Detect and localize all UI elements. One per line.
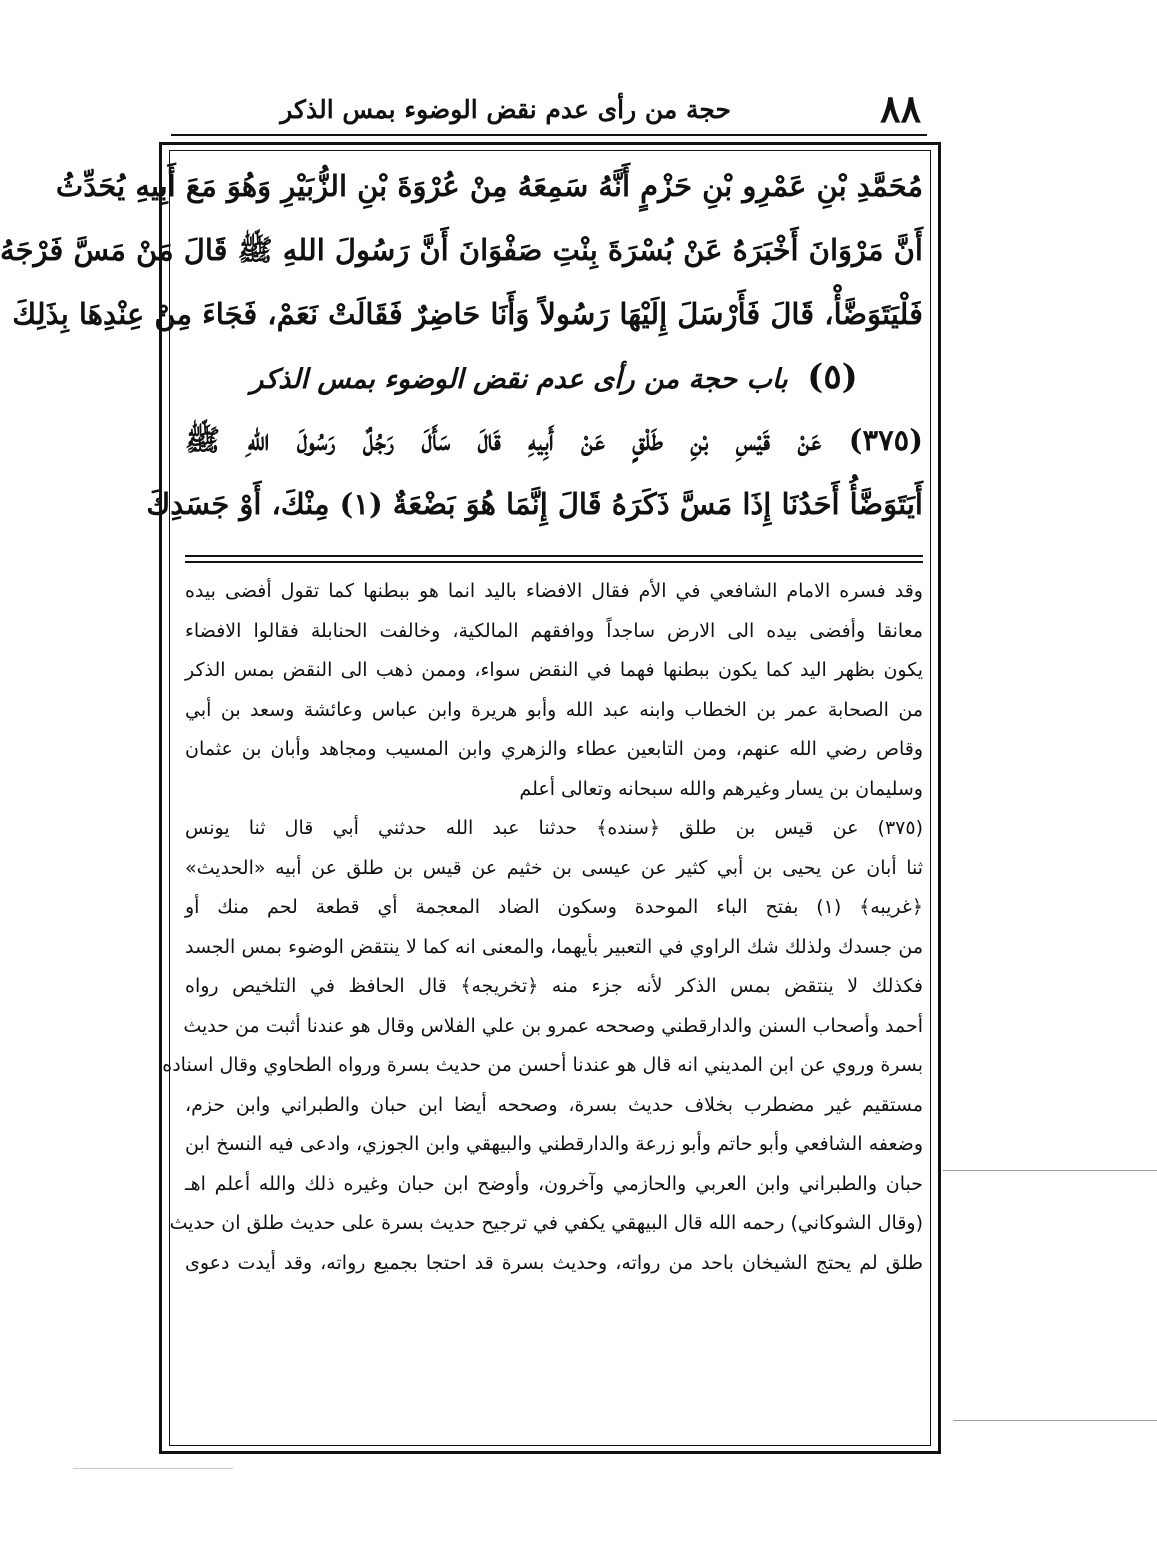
chapter-title: باب حجة من رأى عدم نقض الوضوء بمس الذكر — [250, 364, 788, 395]
commentary-line: فكذلك لا ينتقض بمس الذكر لأنه جزء منه ﴿تخريجه﴾ قال الحافظ في التلخيص رواه — [185, 975, 923, 997]
chapter-heading — [185, 346, 923, 408]
commentary-line: (وقال الشوكاني) رحمه الله قال البيهقي يكفي في ترجيح حديث بسرة على حديث طلق ان حديث — [169, 1212, 923, 1234]
commentary-line: وضعفه الشافعي وأبو حاتم وأبو زرعة والدارقطني والبيهقي وابن الجوزي، وادعى فيه النسخ ابن — [185, 1133, 923, 1155]
matn-line: مُحَمَّدِ بْنِ عَمْرِو بْنِ حَزْمٍ أَنَّهُ سَمِعَهُ مِنْ عُرْوَةَ بْنِ الزُّبَيْرِ وَهُوَ مَعَ أَبِيهِ يُحَدِّثُ — [55, 169, 923, 203]
commentary-line: حبان والطبراني وابن العربي والحازمي وآخرون، وأوضح ابن حبان وغيره ذلك والله أعلم اهـ — [185, 1172, 923, 1195]
running-title: حجة من رأى عدم نقض الوضوء بمس الذكر — [280, 95, 731, 124]
commentary-line: وقاص رضي الله عنهم، ومن التابعين عطاء والزهري وابن المسيب ومجاهد وأبان بن عثمان — [185, 738, 923, 760]
commentary-line: بسرة وروي عن ابن المديني انه قال هو عندنا أحسن من حديث بسرة ورواه الطحاوي وقال اسناده — [162, 1054, 923, 1076]
scan-artifact — [943, 1170, 1157, 1171]
commentary-line: ثنا أبان عن يحيى بن أبي كثير عن عيسى بن خثيم عن قيس بن طلق عن أبيه «الحديث» — [185, 856, 923, 879]
commentary-line: معانقا وأفضى بيده الى الارض ساجداً ووافقهم المالكية، وخالفت الحنابلة فقالوا الافضاء — [185, 619, 923, 642]
section-separator — [185, 555, 923, 557]
header-rule — [171, 134, 927, 136]
page-number: ٨٨ — [880, 86, 921, 131]
scan-artifact — [73, 1468, 233, 1469]
commentary-line: ﴿غريبه﴾ (١) بفتح الباء الموحدة وسكون الضاد المعجمة أي قطعة لحم منك أو — [185, 896, 923, 918]
commentary-line: (٣٧٥) عن قيس بن طلق ﴿سنده﴾ حدثنا عبد الله حدثني أبي قال ثنا يونس — [185, 817, 923, 839]
commentary-line: طلق لم يحتج الشيخان باحد من رواته، وحديث بسرة قد احتجا بجميع رواته، وقد أيدت دعوى — [185, 1251, 923, 1274]
commentary-line: أحمد وأصحاب السنن والدارقطني وصححه عمرو بن علي الفلاس وقال هو عندنا أثبت من حديث — [183, 1014, 923, 1037]
matn-line: أَيَتَوَضَّأُ أَحَدُنَا إِذَا مَسَّ ذَكَرَهُ قَالَ إِنَّمَا هُوَ بَضْعَةٌ (١) مِنْكَ، أَوْ جَسَدِكَ — [146, 487, 923, 521]
commentary-line: من الصحابة عمر بن الخطاب وابنه عبد الله وأبو هريرة وابن عباس وعائشة وسعد بن أبي — [185, 698, 923, 721]
running-header — [171, 84, 931, 134]
commentary-line: وسليمان بن يسار وغيرهم والله سبحانه وتعالى أعلم — [519, 777, 923, 800]
scan-artifact — [953, 1420, 1157, 1421]
commentary-line: وقد فسره الامام الشافعي في الأم فقال الافضاء باليد انما هو ببطنها كما تقول أفضى بيده — [185, 580, 923, 602]
matn-line: فَلْيَتَوَضَّأْ، قَالَ فَأَرْسَلَ إِلَيْهَا رَسُولاً وَأَنَا حَاضِرٌ فَقَالَتْ نَعَمْ، فَجَاءَ مِنْ عِنْدِهَا بِذَلِكَ — [12, 297, 923, 331]
chapter-number: (٥) — [807, 357, 858, 397]
commentary-line: من جسدك ولذلك شك الراوي في التعبير بأيهما، والمعنى انه كما لا ينتقض الوضوء بمس الجسد — [185, 935, 923, 958]
matn-line: (٣٧٥) عَنْ قَيْسِ بْنِ طَلْقٍ عَنْ أَبِيهِ قَالَ سَأَلَ رَجُلٌ رَسُولَ اللهِ ﷺ — [185, 423, 923, 457]
commentary-line: يكون بظهر اليد كما يكون ببطنها فهما في النقض سواء، وممن ذهب الى النقض بمس الذكر — [185, 659, 923, 681]
matn-block — [0, 154, 923, 536]
matn-line: أَنَّ مَرْوَانَ أَخْبَرَهُ عَنْ بُسْرَةَ بِنْتِ صَفْوَانَ أَنَّ رَسُولَ اللهِ ﷺ قَالَ مَنْ مَسَّ فَرْجَهُ — [0, 233, 923, 267]
commentary-block — [162, 572, 923, 1283]
section-separator — [185, 561, 923, 563]
commentary-line: مستقيم غير مضطرب بخلاف حديث بسرة، وصححه أيضا ابن حبان والطبراني وابن حزم، — [185, 1093, 923, 1116]
